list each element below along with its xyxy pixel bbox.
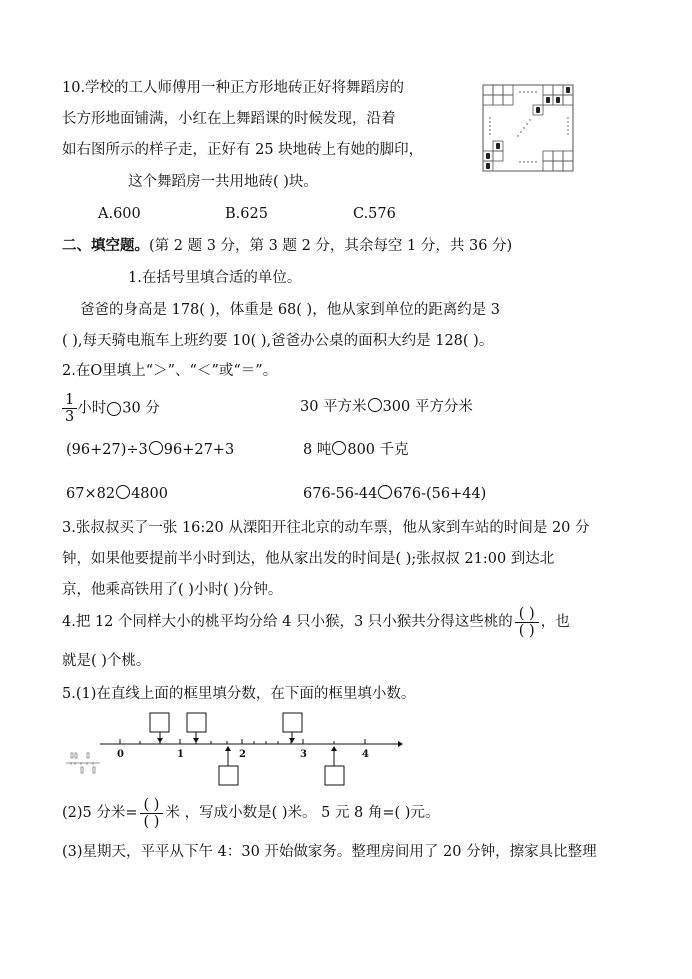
q3-line2: 钟，如果他要提前半小时到达，他从家出发的时间是( );张叔叔 21:00 到达北 [62, 551, 555, 567]
q2-item-6: 676-56-44 676-(56+44) [303, 486, 487, 502]
fraction-one-third: $\frac{1}{3}$ [62, 392, 77, 425]
q3-line3: 京，他乘高铁用了( )小时( )分钟。 [62, 582, 283, 598]
nl-label-2: 2 [239, 749, 246, 760]
blank-fraction[interactable]: $\frac{( )}{( )}$ [140, 797, 164, 830]
q10-option-b: B.625 [225, 206, 268, 222]
q2-item-5: 67×82 4800 [66, 486, 168, 502]
q10-option-a: A.600 [98, 206, 141, 222]
q4-line1: 4.把 12 个同样大小的桃平均分给 4 只小猴，3 只小猴共分得这些桃的 $\frac{( )}{( )}$ ，也 [62, 606, 570, 639]
nl-label-4: 4 [362, 749, 369, 760]
q1-title: 1.在括号里填合适的单位。 [128, 270, 302, 286]
q5-part2: (2)5 分米= $\frac{( )}{( )}$ 米 ，写成小数是( )米。 5 元 8 角=( )元。 [62, 797, 440, 830]
q1-line1: 爸爸的身高是 178( )，体重是 68( )，他从家到单位的距离约是 3 [80, 302, 501, 318]
compare-circle[interactable] [149, 441, 163, 455]
q1-line2: ( ),每天骑电瓶车上班约要 10( ),爸爸办公桌的面积大约是 128( )。 [62, 333, 494, 349]
q3-line1: 3.张叔叔买了一张 16:20 从溧阳开往北京的动车票，他从家到车站的时间是 20 分 [62, 520, 590, 536]
compare-circle[interactable] [332, 441, 346, 455]
section2-header [62, 236, 512, 256]
nl-label-0: 0 [117, 749, 124, 760]
q2-item-3: (96+27)÷3 96+27+3 [66, 442, 235, 458]
q2-item-1: $\frac{1}{3}$ 小时 30 分 [62, 392, 160, 425]
nl-label-3: 3 [300, 749, 307, 760]
number-line-thumbnail [65, 752, 101, 778]
compare-circle[interactable] [107, 402, 121, 416]
q10-option-c: C.576 [353, 206, 396, 222]
q10-line1: 10.学校的工人师傅用一种正方形地砖正好将舞蹈房的 [62, 80, 405, 96]
tile-footprint-figure [482, 84, 574, 172]
q5-part3: (3)星期天，平平从下午 4：30 开始做家务。整理房间用了 20 分钟，擦家具比整理 [62, 844, 597, 860]
blank-fraction[interactable]: $\frac{( )}{( )}$ [515, 606, 539, 639]
q10-line4: 这个舞蹈房一共用地砖( )块。 [128, 174, 318, 190]
compare-circle[interactable] [378, 485, 392, 499]
nl-label-1: 1 [177, 749, 184, 760]
q2-item-4: 8 吨 800 千克 [303, 442, 409, 458]
q2-item-2: 30 平方米 300 平方分米 [300, 399, 473, 415]
q2-title: 2.在O里填上“＞”、“＜”或“＝”。 [62, 363, 278, 379]
compare-circle[interactable] [116, 485, 130, 499]
number-line-figure [100, 710, 410, 792]
q4-line2: 就是( )个桃。 [62, 653, 151, 669]
section2-title: 二、填空题。 [62, 237, 149, 254]
q5-part1: 5.(1)在直线上面的框里填分数，在下面的框里填小数。 [62, 686, 416, 702]
compare-circle[interactable] [368, 398, 382, 412]
section2-note: (第 2 题 3 分，第 3 题 2 分，其余每空 1 分，共 36 分) [149, 238, 513, 254]
q10-line3: 如右图所示的样子走，正好有 25 块地砖上有她的脚印， [62, 142, 424, 158]
q10-line2: 长方形地面铺满，小红在上舞蹈课的时候发现，沿着 [62, 111, 396, 127]
